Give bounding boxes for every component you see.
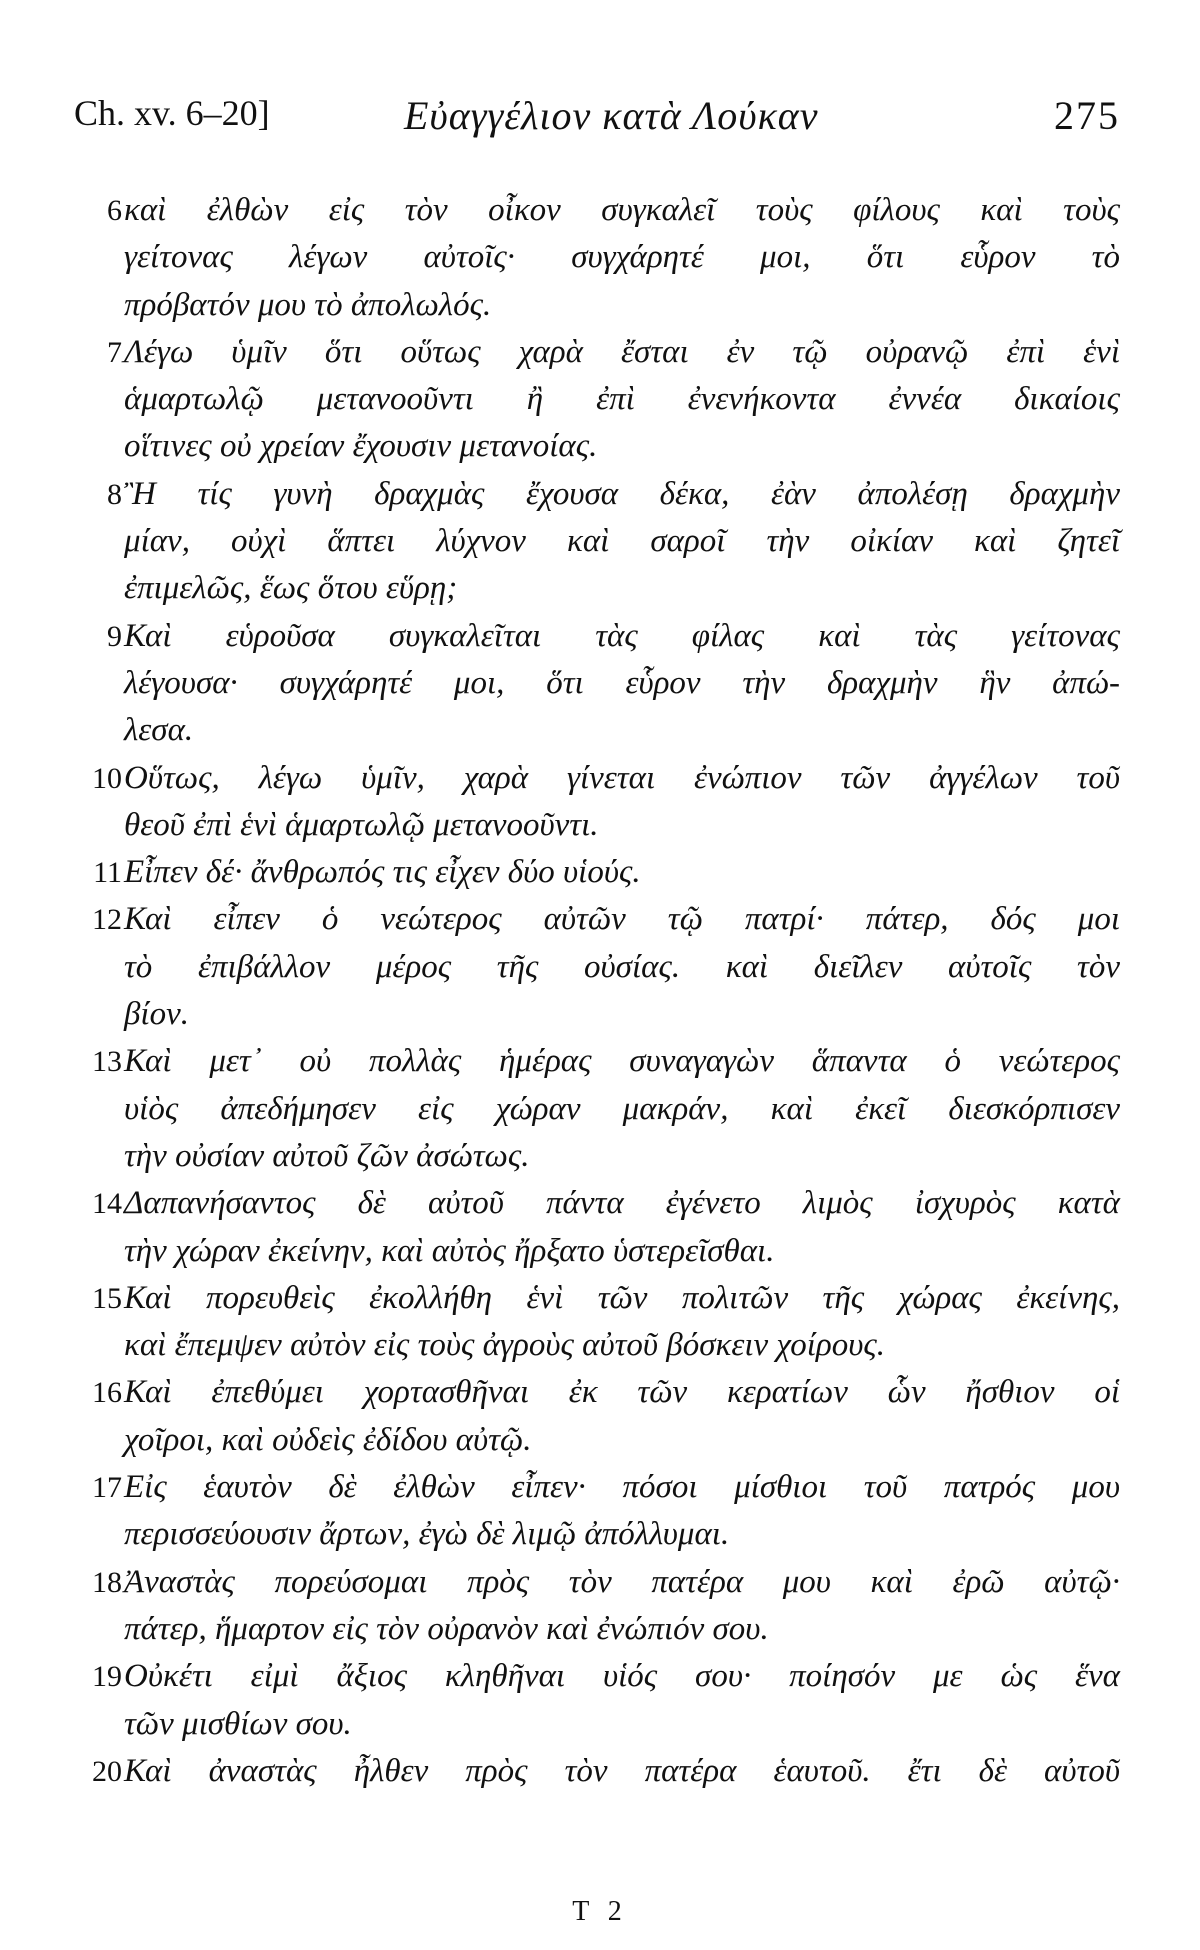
verse-text: Ἢ τίς γυνὴ δραχμὰς ἔχουσα δέκα, ἐὰν ἀπολέσῃ δραχμὴν (124, 475, 1120, 512)
verse-text: Ἀναστὰς πορεύσομαι πρὸς τὸν πατέρα μου καὶ ἐρῶ αὐτῷ· (124, 1563, 1120, 1600)
verse-text: μίαν, οὐχὶ ἅπτει λύχνον καὶ σαροῖ τὴν οἰκίαν καὶ ζητεῖ (124, 523, 1120, 560)
verse-text: τὴν χώραν ἐκείνην, καὶ αὐτὸς ἤρξατο ὑστερεῖσθαι. (124, 1232, 775, 1269)
verse-text: πάτερ, ἥμαρτον εἰς τὸν οὐρανὸν καὶ ἐνώπιόν σου. (124, 1610, 769, 1647)
verse-text: Καὶ ἀναστὰς ἦλθεν πρὸς τὸν πατέρα ἑαυτοῦ. ἔτι δὲ αὐτοῦ (124, 1752, 1120, 1789)
verse-text: τῶν μισθίων σου. (124, 1705, 352, 1742)
text-line (74, 991, 1120, 1038)
verse-number: 11 (93, 856, 122, 890)
text-line (74, 1606, 1120, 1653)
verse-text: λέγουσα· συγχάρητέ μοι, ὅτι εὗρον τὴν δραχμὴν ἣν ἀπώ- (124, 664, 1120, 701)
text-line (74, 1464, 1120, 1511)
text-line (74, 329, 1120, 376)
verse-text: γείτονας λέγων αὐτοῖς· συγχάρητέ μοι, ὅτι εὗρον τὸ (124, 239, 1120, 276)
text-line (74, 1559, 1120, 1606)
verse-text: λεσα. (124, 712, 194, 749)
page-number: 275 (1054, 93, 1120, 138)
verse-number: 18 (92, 1565, 122, 1599)
verse-text: Καὶ εὑροῦσα συγκαλεῖται τὰς φίλας καὶ τὰς γείτονας (124, 617, 1120, 654)
verse-text: καὶ ἔπεμψεν αὐτὸν εἰς τοὺς ἀγροὺς αὐτοῦ βόσκειν χοίρους. (124, 1327, 886, 1364)
text-line (74, 518, 1120, 565)
verse-number: 8 (107, 477, 122, 511)
verse-text: πρόβατόν μου τὸ ἀπολωλός. (124, 286, 492, 323)
text-line (74, 1086, 1120, 1133)
text-line (74, 376, 1120, 423)
text-line (74, 1180, 1120, 1227)
text-line (74, 471, 1120, 518)
text-line (74, 707, 1120, 754)
verse-number: 6 (107, 194, 122, 227)
text-line (74, 1275, 1120, 1322)
verse-text: θεοῦ ἐπὶ ἑνὶ ἁμαρτωλῷ μετανοοῦντι. (124, 806, 599, 843)
verse-text: Λέγω ὑμῖν ὅτι οὕτως χαρὰ ἔσται ἐν τῷ οὐρανῷ ἐπὶ ἑνὶ (124, 333, 1120, 370)
verse-number: 9 (107, 619, 122, 653)
text-line (74, 1748, 1120, 1795)
verse-text: χοῖροι, καὶ οὐδεὶς ἐδίδου αὐτῷ. (124, 1421, 532, 1458)
verse-number: 17 (92, 1471, 122, 1505)
verse-text: τὸ ἐπιβάλλον μέρος τῆς οὐσίας. καὶ διεῖλεν αὐτοῖς τὸν (124, 948, 1120, 985)
verse-number: 16 (92, 1376, 122, 1410)
text-line (74, 1369, 1120, 1416)
verse-text: βίον. (124, 996, 190, 1033)
verse-text: Οὕτως, λέγω ὑμῖν, χαρὰ γίνεται ἐνώπιον τῶν ἀγγέλων τοῦ (124, 759, 1120, 796)
verse-text: περισσεύουσιν ἄρτων, ἐγὼ δὲ λιμῷ ἀπόλλυμαι. (124, 1516, 730, 1553)
verse-number: 19 (92, 1660, 122, 1694)
verse-text: ἁμαρτωλῷ μετανοοῦντι ἢ ἐπὶ ἐνενήκοντα ἐννέα δικαίοις (124, 381, 1120, 418)
verse-text: Καὶ ἐπεθύμει χορτασθῆναι ἐκ τῶν κερατίων ὧν ἤσθιον οἱ (124, 1374, 1120, 1411)
text-line (74, 1228, 1120, 1275)
verse-text: Δαπανήσαντος δὲ αὐτοῦ πάντα ἐγένετο λιμὸς ἰσχυρὸς κατὰ (124, 1185, 1120, 1222)
text-line (74, 1133, 1120, 1180)
text-line (74, 187, 1120, 234)
text-line (74, 896, 1120, 943)
text-line (74, 565, 1120, 612)
text-line (74, 613, 1120, 660)
signature-mark: T 2 (572, 1896, 628, 1927)
text-line (74, 1322, 1120, 1369)
text-line (74, 234, 1120, 281)
verse-text: οἵτινες οὐ χρείαν ἔχουσιν μετανοίας. (124, 428, 598, 465)
text-line (74, 1701, 1120, 1748)
book-title: Εὐαγγέλιον κατὰ Λούκαν (404, 93, 819, 138)
verse-number: 14 (92, 1187, 122, 1221)
text-line (74, 1038, 1120, 1085)
verse-number: 15 (92, 1281, 122, 1315)
chapter-reference: Ch. xv. 6–20] (74, 93, 270, 133)
verse-text: υἱὸς ἀπεδήμησεν εἰς χώραν μακράν, καὶ ἐκεῖ διεσκόρπισεν (124, 1090, 1120, 1127)
text-line (74, 423, 1120, 470)
text-line (74, 755, 1120, 802)
verse-number: 7 (107, 335, 122, 369)
text-line (74, 1511, 1120, 1558)
verse-number: 10 (92, 761, 122, 795)
verse-number: 20 (92, 1754, 122, 1788)
text-line (74, 1417, 1120, 1464)
verse-text: Εἶπεν δέ· ἄνθρωπός τις εἶχεν δύο υἱούς. (124, 854, 641, 891)
verse-text: Καὶ μετ᾽ οὐ πολλὰς ἡμέρας συναγαγὼν ἅπαντα ὁ νεώτερος (124, 1043, 1120, 1080)
verse-text: Εἰς ἑαυτὸν δὲ ἐλθὼν εἶπεν· πόσοι μίσθιοι τοῦ πατρός μου (124, 1469, 1120, 1506)
text-line (74, 282, 1120, 329)
verse-text: Καὶ πορευθεὶς ἐκολλήθη ἑνὶ τῶν πολιτῶν τῆς χώρας ἐκείνης, (124, 1279, 1120, 1316)
text-line (74, 944, 1120, 991)
verse-text: καὶ ἐλθὼν εἰς τὸν οἶκον συγκαλεῖ τοὺς φίλους καὶ τοὺς (124, 192, 1120, 228)
running-header (74, 92, 1120, 142)
text-line (74, 1653, 1120, 1700)
verse-text: Καὶ εἶπεν ὁ νεώτερος αὐτῶν τῷ πατρί· πάτερ, δός μοι (124, 901, 1120, 938)
verse-text: ἐπιμελῶς, ἕως ὅτου εὕρῃ; (124, 570, 458, 607)
verse-number: 13 (92, 1045, 122, 1079)
text-line (74, 802, 1120, 849)
verse-text: τὴν οὐσίαν αὐτοῦ ζῶν ἀσώτως. (124, 1137, 530, 1174)
verse-number: 12 (92, 903, 122, 937)
text-line (74, 849, 1120, 896)
verse-text: Οὐκέτι εἰμὶ ἄξιος κληθῆναι υἱός σου· ποίησόν με ὡς ἕνα (124, 1658, 1120, 1695)
text-line (74, 660, 1120, 707)
scripture-text (74, 187, 1120, 1795)
